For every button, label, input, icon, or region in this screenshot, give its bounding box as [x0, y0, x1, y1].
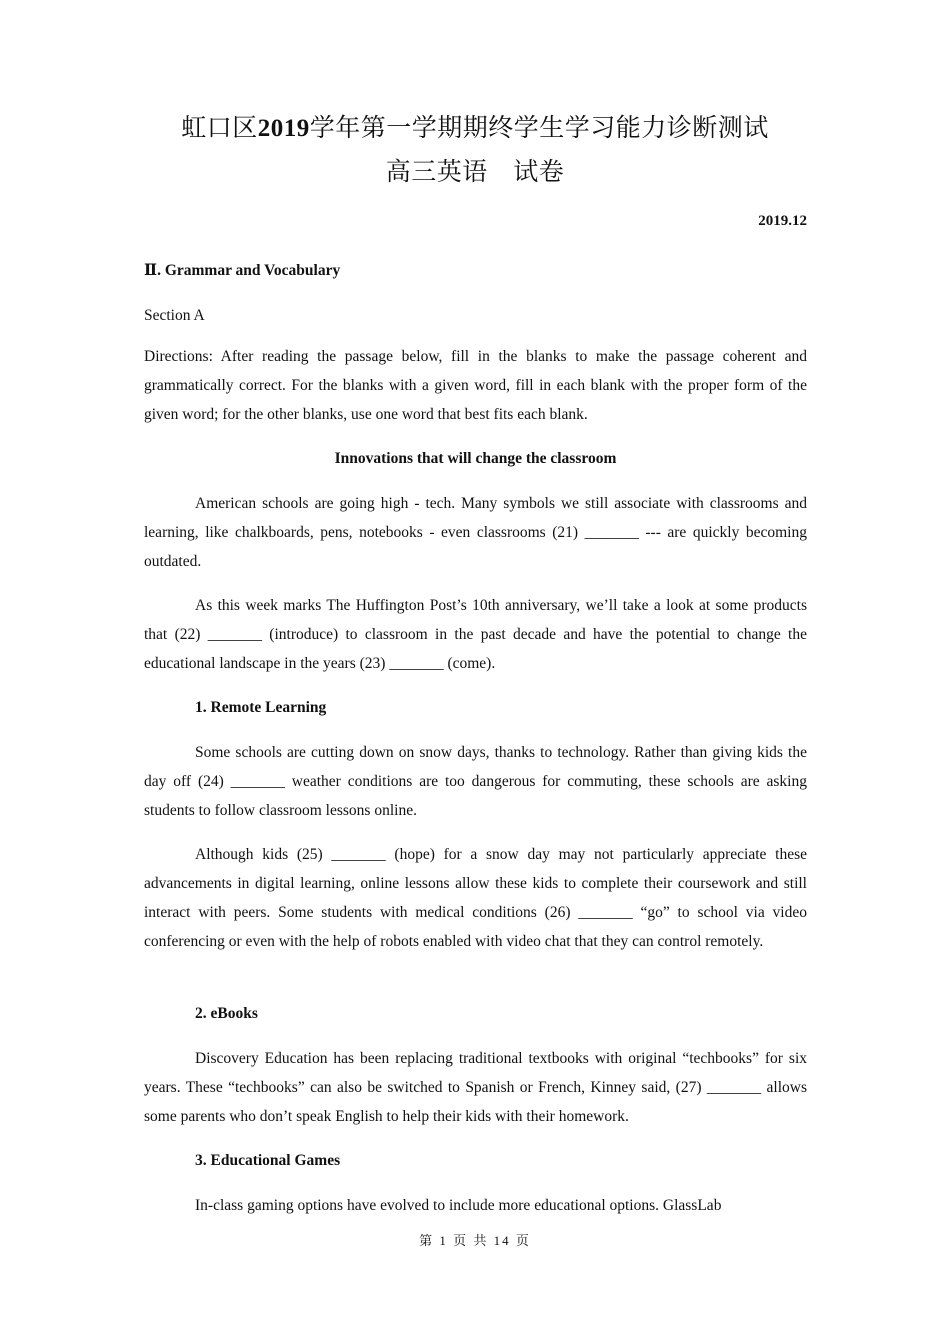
exam-title-prefix: 虹口区	[181, 115, 258, 142]
exam-title-suffix: 学年第一学期期终学生学习能力诊断测试	[309, 115, 769, 142]
exam-date: 2019.12	[758, 213, 807, 229]
subheading-remote-learning: 1. Remote Learning	[195, 699, 327, 716]
page-footer: 第 1 页 共 14 页	[419, 1233, 531, 1248]
exam-title-year: 2019	[257, 115, 310, 142]
section-part: Section A	[144, 307, 205, 324]
exam-title	[0, 108, 950, 144]
passage-paragraph-5: Discovery Education has been replacing traditional textbooks with original “techbooks” for six years. These “techbooks” can also be switched to Spanish or French, Kinney said, (27) _______ allows some parents who don’t speak English to help their kids with their homework.	[144, 1050, 807, 1125]
passage-paragraph-1: American schools are going high - tech. Many symbols we still associate with classrooms and learning, like chalkboards, pens, notebooks - even classrooms (21) _______ --- are quickly becoming outdated.	[144, 495, 807, 570]
passage-paragraph-2: As this week marks The Huffington Post’s 10th anniversary, we’ll take a look at some products that (22) _______ (introduce) to classroom in the past decade and have the potential to change the educational landscape in the years (23) _______ (come).	[144, 597, 807, 672]
passage-title: Innovations that will change the classroom	[334, 450, 617, 467]
passage-paragraph-3: Some schools are cutting down on snow days, thanks to technology. Rather than giving kids the day off (24) _______ weather conditions are too dangerous for commuting, these schools are asking students to follow classroom lessons online.	[144, 744, 807, 819]
exam-subtitle: 高三英语 试卷	[385, 159, 565, 186]
subheading-educational-games: 3. Educational Games	[195, 1152, 341, 1169]
section-heading: Ⅱ. Grammar and Vocabulary	[144, 262, 341, 279]
subheading-ebooks: 2. eBooks	[195, 1005, 258, 1022]
passage-paragraph-6: In-class gaming options have evolved to include more educational options. GlassLab	[195, 1197, 722, 1214]
directions-paragraph: Directions: After reading the passage below, fill in the blanks to make the passage coherent and grammatically correct. For the blanks with a given word, fill in each blank with the proper form of the given word; for the other blanks, use one word that best fits each blank.	[144, 348, 807, 423]
passage-paragraph-4: Although kids (25) _______ (hope) for a snow day may not particularly appreciate these advancements in digital learning, online lessons allow these kids to complete their coursework and still interact with peers. Some students with medical conditions (26) _______ “go” to school via video conferencing or even with the help of robots enabled with video chat that they can control remotely.	[144, 846, 807, 950]
